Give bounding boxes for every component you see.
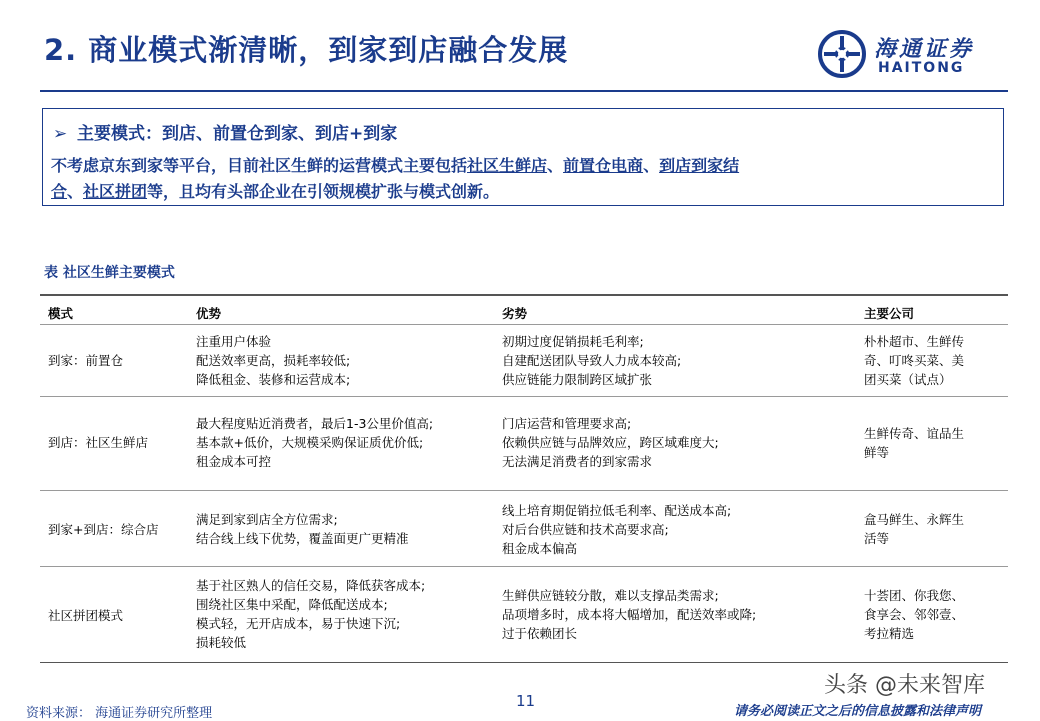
haitong-logo-icon [818,30,866,78]
row1-pros [196,332,350,389]
row1-company-line: 奇、叮咚买菜、美 [864,353,965,368]
summary-text-part: 不考虑京东到家等平台，目前社区生鲜的运营模式主要包括 [51,156,468,175]
table-caption: 表 社区生鲜主要模式 [44,265,175,281]
model-link-group-buying[interactable]: 社区拼团 [83,182,148,201]
row3-con-item: 对后台供应链和技术高要求高; [502,522,669,537]
row4-company-line: 考拉精选 [864,626,915,641]
row1-pro-item: 降低租金、装修和运营成本; [196,372,351,387]
row4-cons [502,586,756,643]
row4-pros [196,576,425,652]
logo-english-text: HAITONG [878,60,965,76]
row4-con-item: 生鲜供应链较分散，难以支撑品类需求; [502,588,719,603]
table-header-rule [40,324,1008,325]
page-title: 2. 商业模式渐清晰，到家到店融合发展 [44,33,569,67]
row3-pro-item: 结合线上线下优势，覆盖面更广更精准 [196,531,409,546]
row2-pros [196,414,433,471]
row1-cons [502,332,681,389]
row2-pro-item: 租金成本可控 [196,454,272,469]
row1-company-line: 团买菜（试点） [864,372,952,387]
row3-company-line: 盒马鲜生、永辉生 [864,512,965,527]
summary-text-part: 、 [547,156,564,175]
row4-companies [864,586,964,643]
row1-mode: 到家：前置仓 [48,353,124,368]
header-cons: 劣势 [502,306,528,321]
row1-con-item: 自建配送团队导致人力成本较高; [502,353,682,368]
row4-company-line: 十荟团、你我您、 [864,588,965,603]
table-row-rule [40,490,1008,491]
row3-con-item: 线上培育期促销拉低毛利率、配送成本高; [502,503,732,518]
title-divider [40,90,1008,92]
row2-company-line: 鲜等 [864,445,890,460]
row4-mode: 社区拼团模式 [48,608,124,623]
row4-pro-item: 围绕社区集中采配，降低配送成本; [196,597,388,612]
row1-company-line: 朴朴超市、生鲜传 [864,334,965,349]
row4-con-item: 过于依赖团长 [502,626,578,641]
header-mode: 模式 [48,306,74,321]
row2-cons [502,414,719,471]
row3-cons [502,501,731,558]
model-link-community-store[interactable]: 社区生鲜店 [467,156,548,175]
summary-heading-text: 主要模式：到店、前置仓到家、到店+到家 [77,124,398,144]
row3-companies [864,510,964,548]
row4-con-item: 品项增多时，成本将大幅增加，配送效率或降; [502,607,757,622]
summary-box [42,108,1004,206]
table-row-rule [40,566,1008,567]
row2-mode: 到店：社区生鲜店 [48,435,149,450]
logo-chinese-text: 海通证券 [874,36,975,62]
row3-mode: 到家+到店：综合店 [48,522,159,537]
row2-pro-item: 最大程度贴近消费者，最后1-3公里价值高; [196,416,434,431]
summary-text-part: 、 [67,182,84,201]
row4-pro-item: 损耗较低 [196,635,247,650]
source-note: 资料来源： 海通证券研究所整理 [26,706,213,721]
row3-pros [196,510,409,548]
summary-text-part: 等，且均有头部企业在引领规模扩张与模式创新。 [147,182,500,201]
row2-pro-item: 基本款+低价，大规模采购保证质优价低; [196,435,424,450]
row4-pro-item: 模式轻，无开店成本，易于快速下沉; [196,616,401,631]
table-bottom-rule [40,662,1008,663]
header-pros: 优势 [196,306,222,321]
row1-pro-item: 配送效率更高，损耗率较低; [196,353,351,368]
summary-text [51,153,991,205]
watermark: 头条 @未来智库 [824,673,985,698]
model-link-store-home-combined-cont[interactable]: 合 [51,182,68,201]
row3-con-item: 租金成本偏高 [502,541,578,556]
table-top-rule [40,294,1008,296]
haitong-logo [818,30,1008,78]
row3-pro-item: 满足到家到店全方位需求; [196,512,338,527]
summary-text-part: 、 [643,156,660,175]
row2-con-item: 依赖供应链与品牌效应，跨区域难度大; [502,435,719,450]
row2-con-item: 门店运营和管理要求高; [502,416,632,431]
header-companies: 主要公司 [864,306,915,321]
row2-con-item: 无法满足消费者的到家需求 [502,454,653,469]
page-number: 11 [516,692,536,710]
row2-company-line: 生鲜传奇、谊品生 [864,426,965,441]
disclaimer: 请务必阅读正文之后的信息披露和法律声明 [734,704,982,719]
row2-companies [864,424,964,462]
row1-pro-item: 注重用户体验 [196,334,272,349]
row4-company-line: 食享会、邻邻壹、 [864,607,965,622]
model-link-store-home-combined[interactable]: 到店到家结 [659,156,740,175]
arrow-bullet-icon: ➢ [53,124,68,144]
row4-pro-item: 基于社区熟人的信任交易，降低获客成本; [196,578,426,593]
row1-companies [864,332,964,389]
row1-con-item: 供应链能力限制跨区域扩张 [502,372,653,387]
row3-company-line: 活等 [864,531,890,546]
row1-con-item: 初期过度促销损耗毛利率; [502,334,644,349]
table-row-rule [40,396,1008,397]
summary-heading [53,119,397,144]
model-link-front-warehouse[interactable]: 前置仓电商 [563,156,644,175]
